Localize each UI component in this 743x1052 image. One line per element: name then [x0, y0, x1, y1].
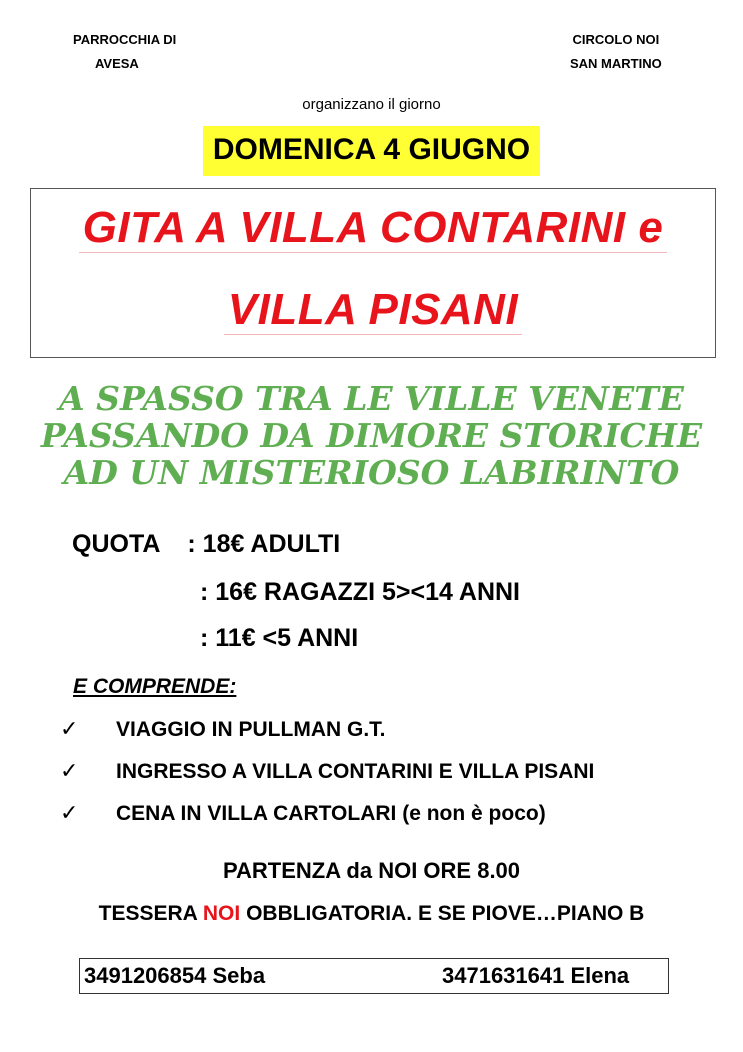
organizer-left [73, 28, 176, 76]
quota-price-adults: : 18€ ADULTI [187, 530, 341, 558]
title-line-2 [31, 285, 715, 335]
slogan [0, 380, 743, 491]
membership-note [0, 902, 743, 926]
membership-note-before: TESSERA [98, 902, 203, 925]
comprende-heading: E COMPRENDE: [73, 675, 237, 698]
contact-seba: 3491206854 Seba [84, 963, 266, 988]
quota-price-kids: : 16€ RAGAZZI 5><14 ANNI [200, 578, 521, 606]
title-box [30, 188, 716, 358]
title-line-1 [31, 203, 715, 253]
quota-label: QUOTA [72, 530, 160, 558]
title-line-1-text: GITA A VILLA CONTARINI e [79, 203, 668, 253]
organizer-right [570, 28, 662, 76]
organizer-right-line1: CIRCOLO NOI [572, 32, 660, 47]
slogan-line-3: AD UN MISTERIOSO LABIRINTO [63, 453, 680, 492]
contact-elena: 3471631641 Elena [442, 963, 630, 988]
check-icon: ✓ [60, 800, 79, 825]
membership-note-after: OBBLIGATORIA. E SE PIOVE…PIANO B [240, 902, 645, 925]
list-item [60, 800, 546, 826]
list-item [60, 716, 386, 742]
quota-price-children: : 11€ <5 ANNI [200, 624, 359, 652]
membership-note-highlight: NOI [202, 902, 241, 925]
check-icon: ✓ [60, 716, 79, 741]
list-item-text: INGRESSO A VILLA CONTARINI E VILLA PISANI [116, 760, 595, 783]
list-item [60, 758, 594, 784]
date-banner [0, 126, 743, 176]
check-icon: ✓ [60, 758, 79, 783]
organizer-right-line2: SAN MARTINO [570, 56, 662, 71]
event-date: DOMENICA 4 GIUGNO [203, 126, 540, 176]
organizer-left-line1: PARROCCHIA DI [73, 32, 177, 47]
organizer-left-line2: AVESA [95, 56, 139, 71]
title-line-2-text: VILLA PISANI [224, 285, 522, 335]
slogan-line-1: A SPASSO TRA LE VILLE VENETE [59, 379, 684, 418]
list-item-text: VIAGGIO IN PULLMAN G.T. [116, 718, 386, 741]
quota-row-1 [72, 530, 340, 559]
slogan-line-2: PASSANDO DA DIMORE STORICHE [40, 416, 703, 455]
contacts-box [79, 958, 669, 994]
list-item-text: CENA IN VILLA CARTOLARI (e non è poco) [116, 802, 546, 825]
intro-text: organizzano il giorno [302, 96, 441, 113]
departure-info: PARTENZA da NOI ORE 8.00 [222, 858, 521, 883]
